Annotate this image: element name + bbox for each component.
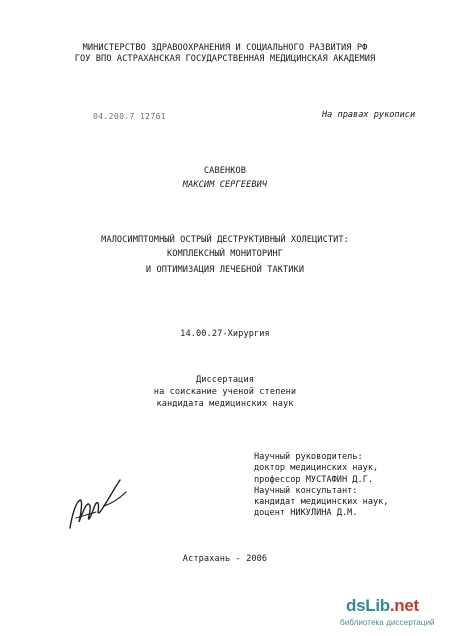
rights-note: На правах рукописи [322, 110, 416, 120]
degree-line-3: кандидата медицинских наук [156, 399, 294, 409]
specialty-code: 14.00.27-Хирургия [180, 329, 270, 339]
advisor-line-5: кандидат медицинских наук, [254, 497, 389, 507]
thesis-title-line-3: И ОПТИМИЗАЦИЯ ЛЕЧЕБНОЙ ТАКТИКИ [145, 265, 305, 275]
degree-line-1: Диссертация [195, 375, 254, 385]
academy-line: ГОУ ВПО АСТРАХАНСКАЯ ГОСУДАРСТВЕННАЯ МЕДИЦИНСКАЯ АКАДЕМИЯ [74, 54, 376, 64]
dslib-watermark[interactable] [338, 596, 448, 634]
advisor-line-6: доцент НИКУЛИНА Д.М. [254, 508, 358, 518]
watermark-logo [346, 596, 419, 616]
watermark-subtitle: библиотека диссертаций [340, 618, 435, 627]
city-year: Астрахань - 2006 [182, 554, 268, 564]
watermark-logo-dot: . [389, 596, 395, 615]
library-stamp-number: 04.200.7 12761 [93, 112, 167, 121]
degree-line-2: на соискание ученой степени [153, 387, 297, 397]
advisor-line-4: Научный консультант: [254, 486, 358, 496]
author-surname: САВЕНКОВ [203, 166, 247, 176]
author-signature [60, 470, 130, 540]
advisor-line-2: доктор медицинских наук, [254, 463, 379, 473]
watermark-logo-tld: net [394, 596, 419, 615]
thesis-title-line-1: МАЛОСИМПТОМНЫЙ ОСТРЫЙ ДЕСТРУКТИВНЫЙ ХОЛЕЦИСТИТ: [101, 235, 349, 245]
advisor-line-1: Научный руководитель: [254, 452, 363, 462]
watermark-logo-main: dsLib [346, 596, 390, 615]
advisor-line-3: профессор МУСТАФИН Д.Г. [254, 475, 373, 485]
author-given-names: МАКСИМ СЕРГЕЕВИЧ [182, 180, 268, 190]
ministry-line: МИНИСТЕРСТВО ЗДРАВООХРАНЕНИЯ И СОЦИАЛЬНОГО РАЗВИТИЯ РФ [82, 43, 368, 53]
thesis-title-line-2: КОМПЛЕКСНЫЙ МОНИТОРИНГ [166, 249, 284, 259]
